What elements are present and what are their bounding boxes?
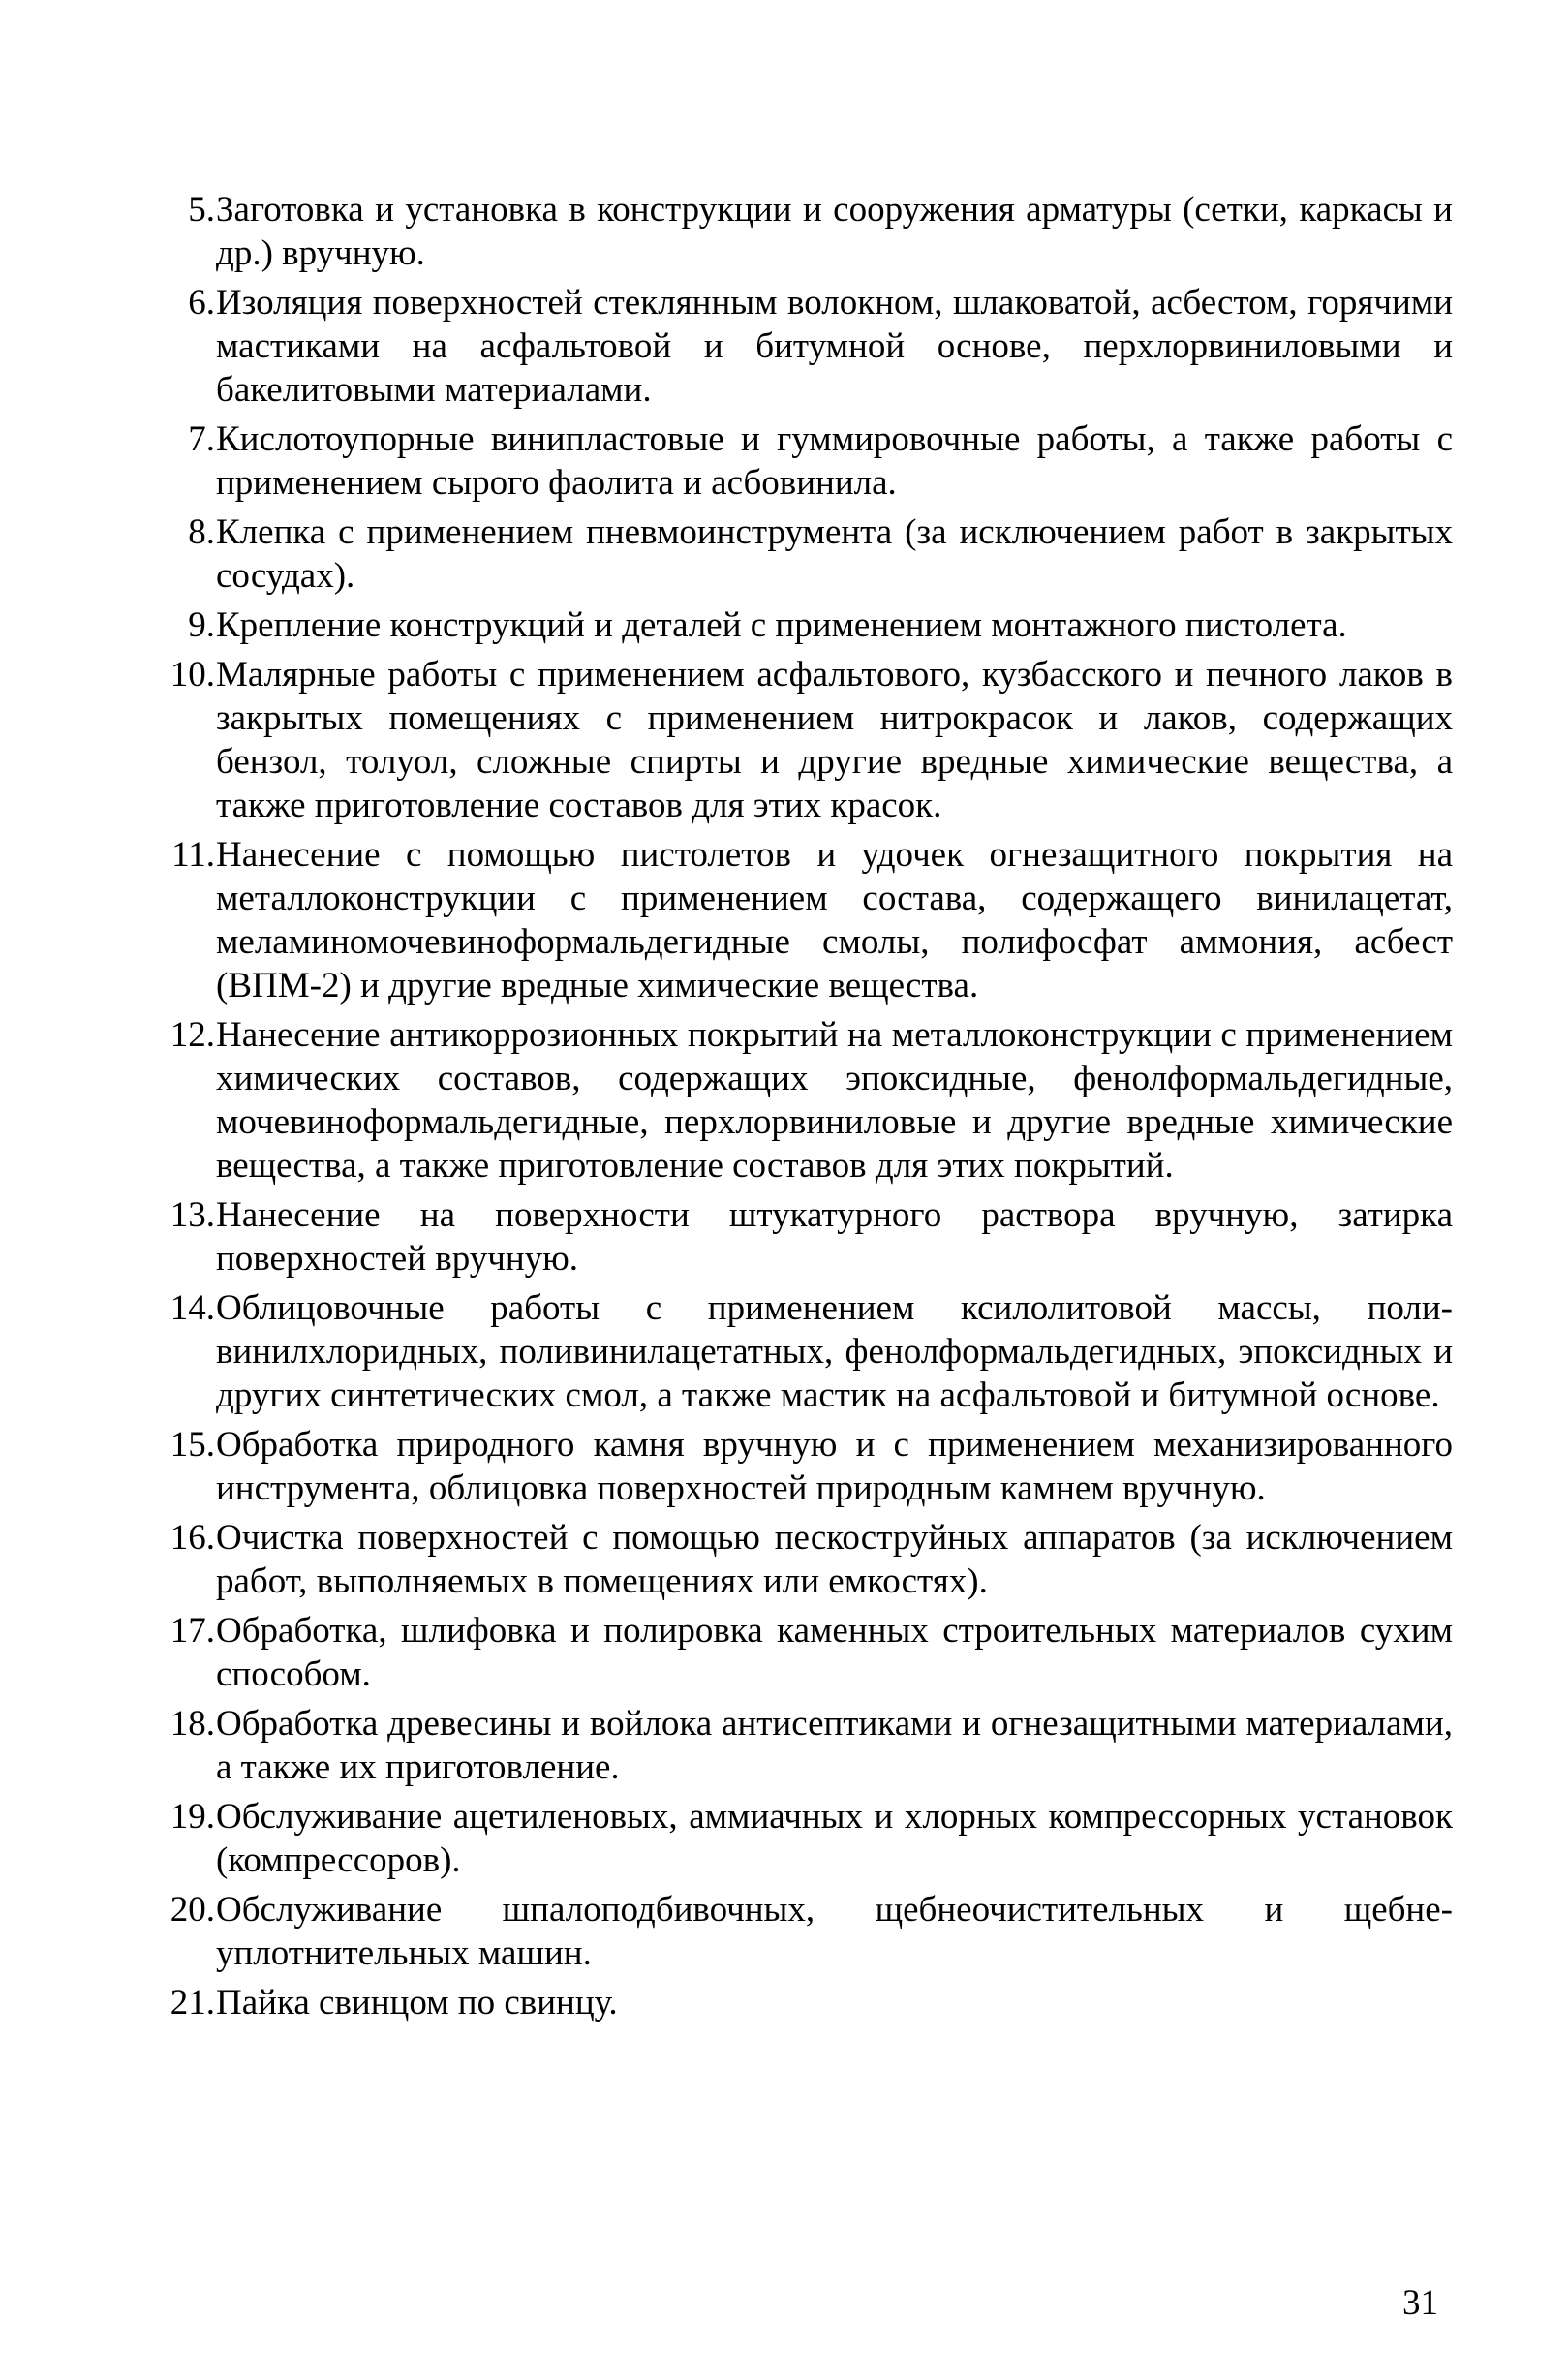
list-item bbox=[114, 188, 1453, 275]
list-item-text: Облицовочные работы с применением ксилолитовой массы, поливинилхлоридных, поливинилацетатных, фенолформальдегидных, эпоксидных и других синтетических смол, а также мастик на асфальтовой и битумной основе. bbox=[216, 1288, 1453, 1415]
list-item-text: Кислотоупорные винипластовые и гуммировочные работы, а также работы с применением сырого фаолита и асбовинила. bbox=[216, 419, 1453, 503]
list-item-number: 5. bbox=[188, 190, 215, 230]
page-number: 31 bbox=[1402, 2283, 1438, 2323]
list-item-text: Обработка природного камня вручную и с применением механизированного инструмента, облицовка поверхностей природным камнем вручную. bbox=[216, 1425, 1453, 1508]
list-item-number: 10. bbox=[169, 655, 215, 695]
list-item-number: 13. bbox=[169, 1195, 215, 1235]
list-item-number: 16. bbox=[169, 1518, 215, 1558]
list-item-number: 14. bbox=[169, 1288, 215, 1328]
list-item-number: 12. bbox=[169, 1015, 215, 1055]
list-item bbox=[114, 1888, 1453, 1975]
list-item-text: Нанесение антикоррозионных покрытий на металлоконструкции с применением химических составов, содержащих эпоксидные, фенолформальдегидные, мочевиноформальдегидные, перхлорвиниловые и другие вредные химические вещества, а также приготовление составов для этих покрытий. bbox=[216, 1015, 1453, 1186]
list-item-number: 6. bbox=[188, 283, 215, 323]
list-item bbox=[114, 1609, 1453, 1696]
list-item-text: Пайка свинцом по свинцу. bbox=[216, 1983, 618, 2023]
list-item bbox=[114, 417, 1453, 505]
list-item bbox=[114, 653, 1453, 827]
list-item bbox=[114, 281, 1453, 412]
list-item-number: 19. bbox=[169, 1797, 215, 1837]
list-item-number: 20. bbox=[169, 1890, 215, 1930]
list-item bbox=[114, 1981, 1453, 2025]
list-item bbox=[114, 1423, 1453, 1510]
list-item bbox=[114, 1702, 1453, 1789]
list-item-text: Обслуживание шпалоподбивочных, щебнеочистительных и щебнеуплотнительных машин. bbox=[216, 1890, 1453, 1973]
numbered-list bbox=[114, 188, 1453, 2030]
list-item-number: 7. bbox=[188, 419, 215, 459]
list-item bbox=[114, 510, 1453, 598]
list-item-text: Изоляция поверхностей стеклянным волокном, шлаковатой, асбестом, горячими мастиками на асфальтовой и битумной основе, перхлорвиниловыми и бакелитовыми материалами. bbox=[216, 283, 1453, 410]
list-item bbox=[114, 1193, 1453, 1281]
list-item-text: Нанесение с помощью пистолетов и удочек огнезащитного покрытия на металлоконструкции с применением состава, содержащего винилацетат, меламиномочевиноформальдегидные смолы, полифосфат аммония, асбест (ВПМ-2) и другие вредные химические вещества. bbox=[216, 835, 1453, 1005]
list-item-text: Клепка с применением пневмоинструмента (за исключением работ в закрытых сосудах). bbox=[216, 512, 1453, 596]
list-item-text: Малярные работы с применением асфальтового, кузбасского и печного лаков в закрытых помещениях с применением нитрокрасок и лаков, содержащих бензол, толуол, сложные спирты и другие вредные химические вещества, а также приготовление составов для этих красок. bbox=[216, 655, 1453, 825]
list-item-text: Заготовка и установка в конструкции и сооружения арматуры (сетки, каркасы и др.) вручную. bbox=[216, 190, 1453, 273]
list-item-number: 18. bbox=[169, 1704, 215, 1744]
list-item-text: Обслуживание ацетиленовых, аммиачных и хлорных компрессорных установок (компрессоров). bbox=[216, 1797, 1453, 1880]
list-item-text: Обработка древесины и войлока антисептиками и огнезащитными материалами, а также их приготовление. bbox=[216, 1704, 1453, 1787]
list-item-text: Обработка, шлифовка и полировка каменных строительных материалов сухим способом. bbox=[216, 1611, 1453, 1694]
list-item-number: 15. bbox=[169, 1425, 215, 1465]
list-item-number: 21. bbox=[169, 1983, 215, 2023]
list-item-number: 17. bbox=[169, 1611, 215, 1651]
list-item-number: 9. bbox=[188, 605, 215, 645]
list-item bbox=[114, 603, 1453, 647]
list-item-text: Очистка поверхностей с помощью пескоструйных аппаратов (за исключением работ, выполняемых в помещениях или емкостях). bbox=[216, 1518, 1453, 1601]
list-item-number: 11. bbox=[171, 835, 215, 875]
list-item bbox=[114, 833, 1453, 1007]
list-item bbox=[114, 1013, 1453, 1188]
list-item bbox=[114, 1516, 1453, 1603]
list-item bbox=[114, 1286, 1453, 1417]
list-item bbox=[114, 1795, 1453, 1882]
list-item-number: 8. bbox=[188, 512, 215, 552]
list-item-text: Крепление конструкций и деталей с применением монтажного пистолета. bbox=[216, 605, 1347, 645]
list-item-text: Нанесение на поверхности штукатурного раствора вручную, затирка поверхностей вручную. bbox=[216, 1195, 1453, 1279]
